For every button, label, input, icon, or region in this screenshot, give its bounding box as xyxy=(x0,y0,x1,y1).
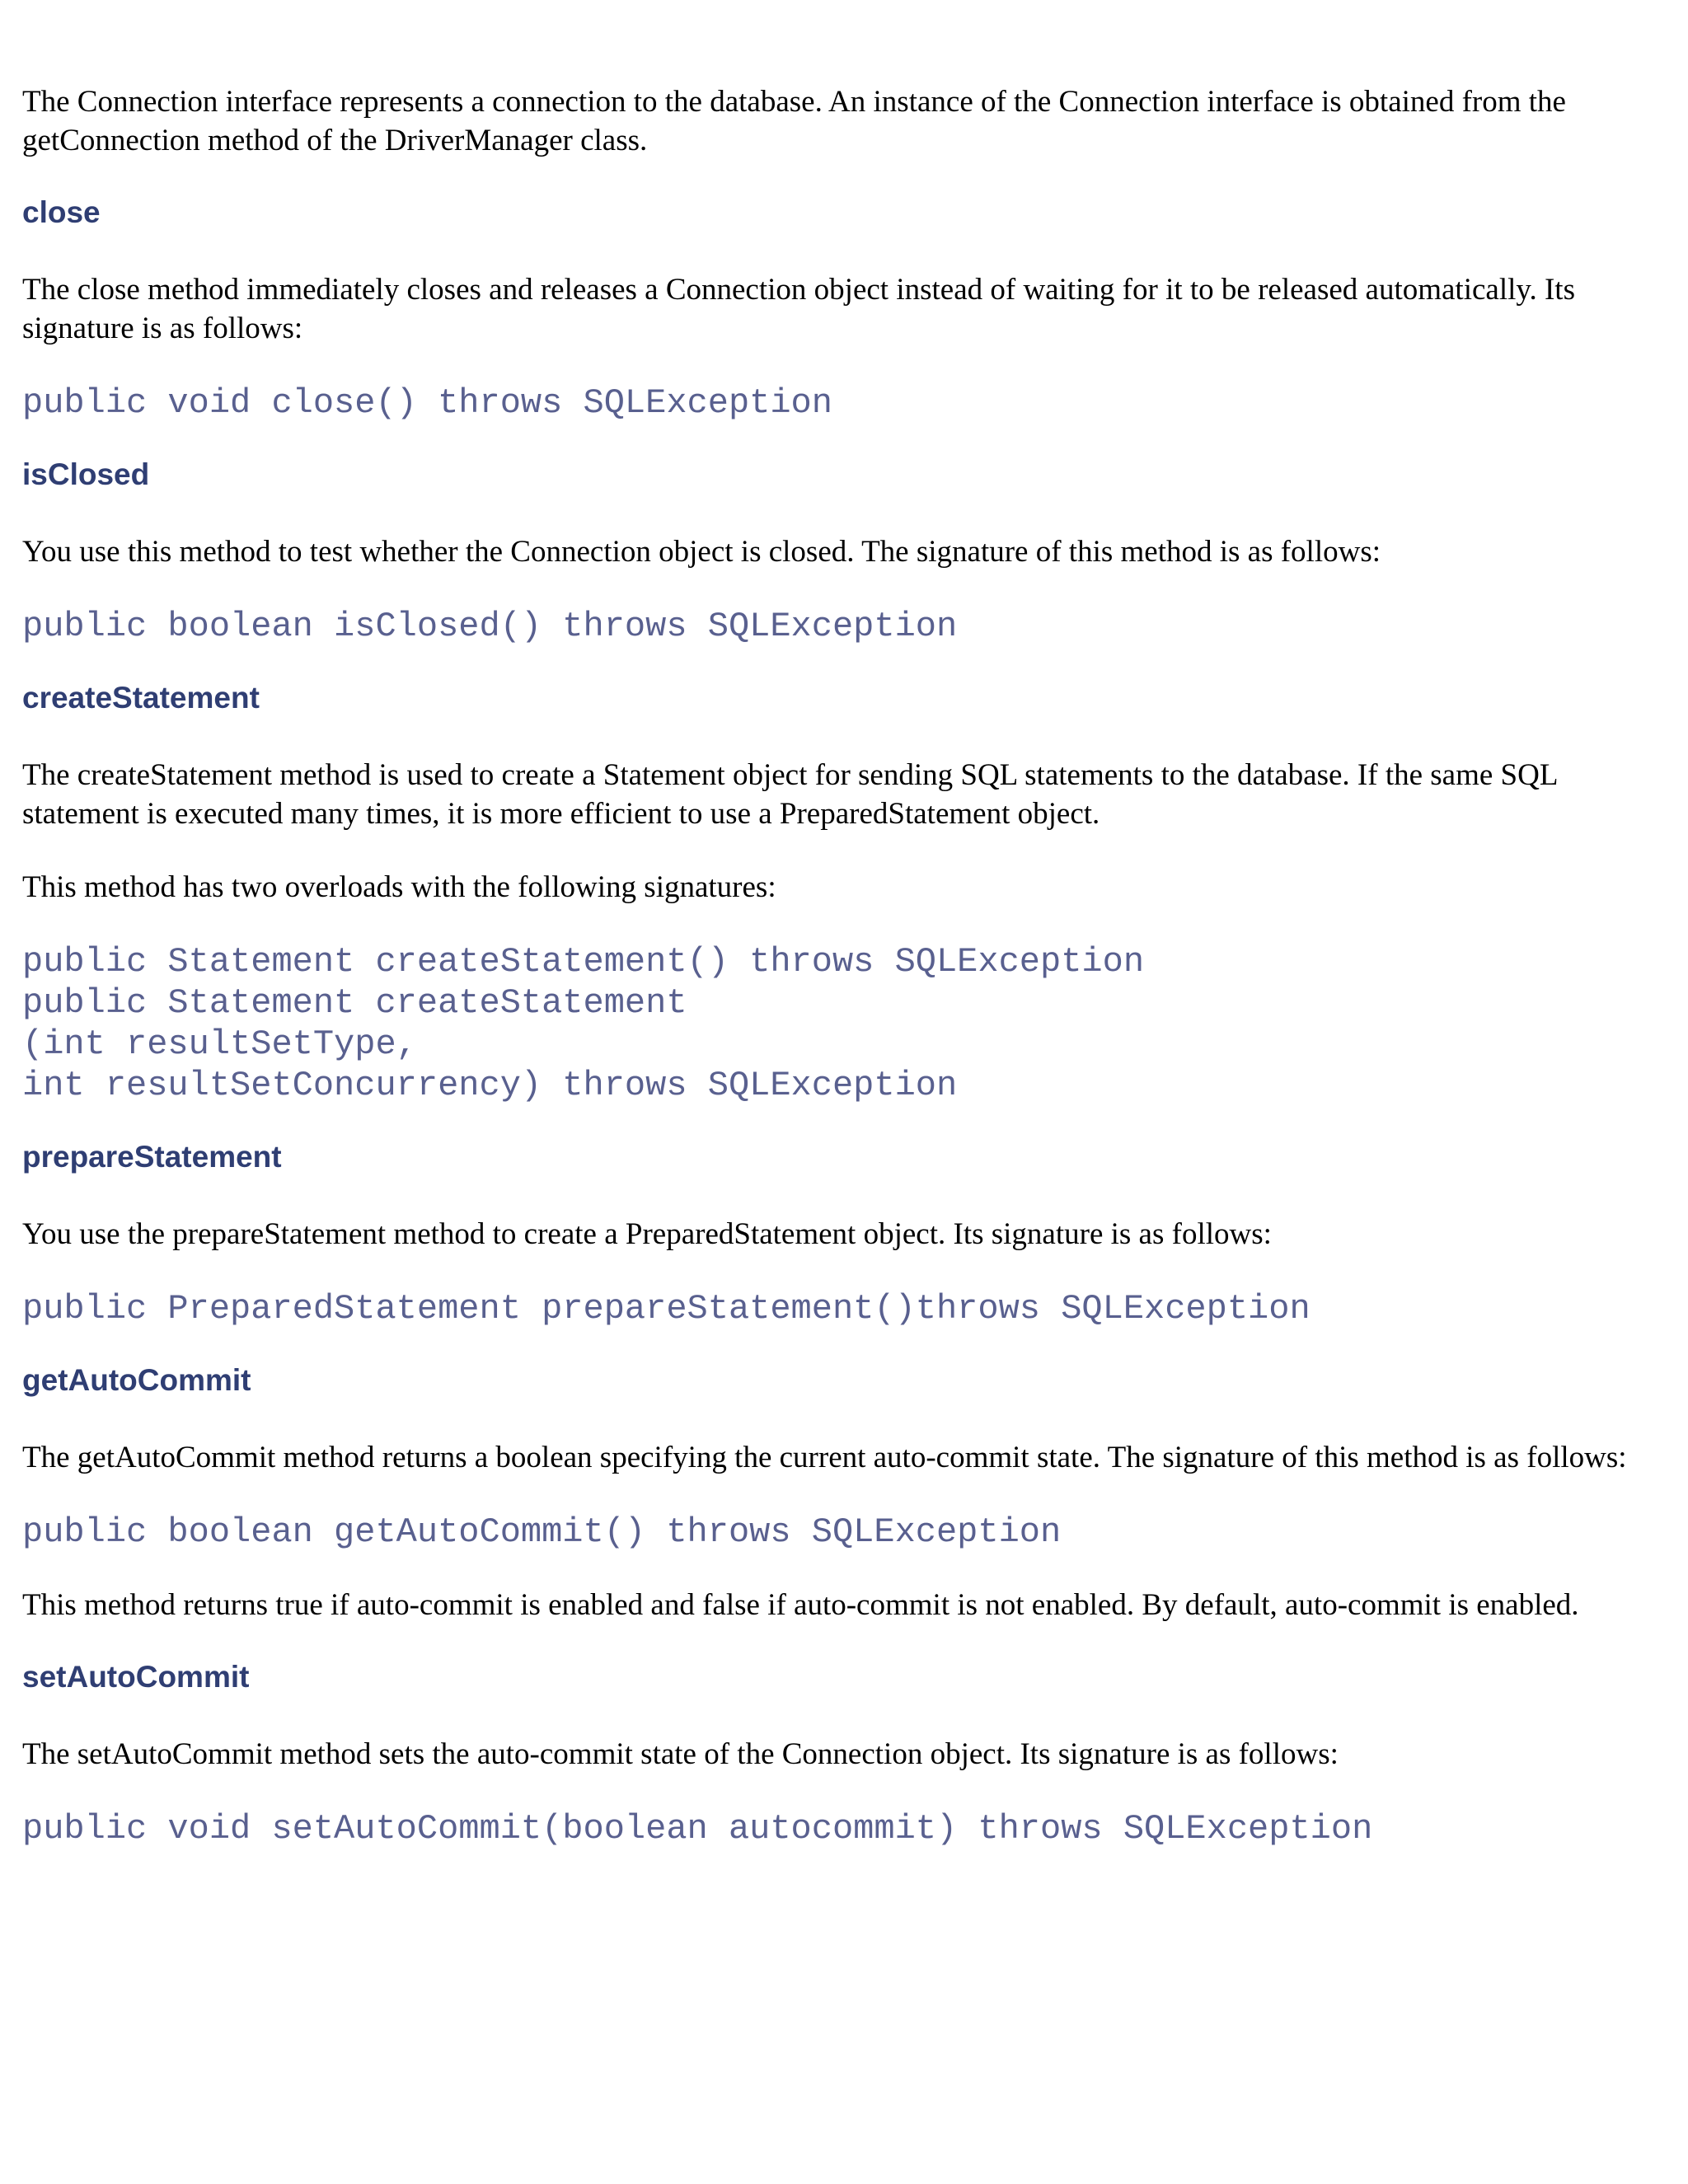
section-heading: getAutoCommit xyxy=(22,1363,251,1397)
code-block xyxy=(22,606,1666,647)
section-createstatement xyxy=(22,680,1666,1106)
code-line: public boolean getAutoCommit() throws SQLException xyxy=(22,1512,1062,1552)
section-heading: close xyxy=(22,195,101,229)
section-heading: createStatement xyxy=(22,681,260,715)
section-close xyxy=(22,194,1666,424)
code-line: public Statement createStatement() throws SQLException xyxy=(22,942,1145,982)
section-paragraph: The getAutoCommit method returns a boolean specifying the current auto-commit state. The signature of this method is as follows: xyxy=(22,1441,1627,1474)
code-line: public void close() throws SQLException xyxy=(22,383,832,423)
section-paragraph: This method has two overloads with the following signatures: xyxy=(22,870,776,904)
section-setautocommit xyxy=(22,1659,1666,1849)
intro-paragraph: The Connection interface represents a connection to the database. An instance of the Connection interface is obtained from the getConnection method of the DriverManager class. xyxy=(22,85,1566,157)
section-preparestatement xyxy=(22,1139,1666,1329)
code-line: public boolean isClosed() throws SQLException xyxy=(22,607,958,646)
code-line: int resultSetConcurrency) throws SQLException xyxy=(22,1066,958,1105)
code-line: public void setAutoCommit(boolean autocommit) throws SQLException xyxy=(22,1809,1373,1849)
section-paragraph: You use this method to test whether the Connection object is closed. The signature of this method is as follows: xyxy=(22,535,1381,569)
code-block xyxy=(22,1511,1666,1553)
code-block xyxy=(22,1808,1666,1849)
code-line: public PreparedStatement prepareStatement()throws SQLException xyxy=(22,1289,1311,1329)
section-heading: prepareStatement xyxy=(22,1140,282,1174)
section-getautocommit xyxy=(22,1362,1666,1624)
code-block xyxy=(22,382,1666,424)
document-page xyxy=(22,82,1666,1882)
code-line: (int resultSetType, xyxy=(22,1024,417,1064)
section-note: This method returns true if auto-commit is enabled and false if auto-commit is not enabled. By default, auto-commit is enabled. xyxy=(22,1588,1579,1622)
code-line: public Statement createStatement xyxy=(22,983,687,1023)
code-block xyxy=(22,1288,1666,1329)
code-block xyxy=(22,941,1666,1106)
section-paragraph: The setAutoCommit method sets the auto-commit state of the Connection object. Its signature is as follows: xyxy=(22,1737,1339,1771)
section-isclosed xyxy=(22,457,1666,647)
section-paragraph: You use the prepareStatement method to create a PreparedStatement object. Its signature is as follows: xyxy=(22,1217,1272,1251)
section-heading: isClosed xyxy=(22,457,150,491)
section-paragraph: The close method immediately closes and releases a Connection object instead of waiting for it to be released automatically. Its signature is as follows: xyxy=(22,273,1575,345)
section-heading: setAutoCommit xyxy=(22,1660,250,1694)
section-paragraph: The createStatement method is used to create a Statement object for sending SQL statements to the database. If the same SQL statement is executed many times, it is more efficient to use a PreparedStatement object. xyxy=(22,758,1558,831)
